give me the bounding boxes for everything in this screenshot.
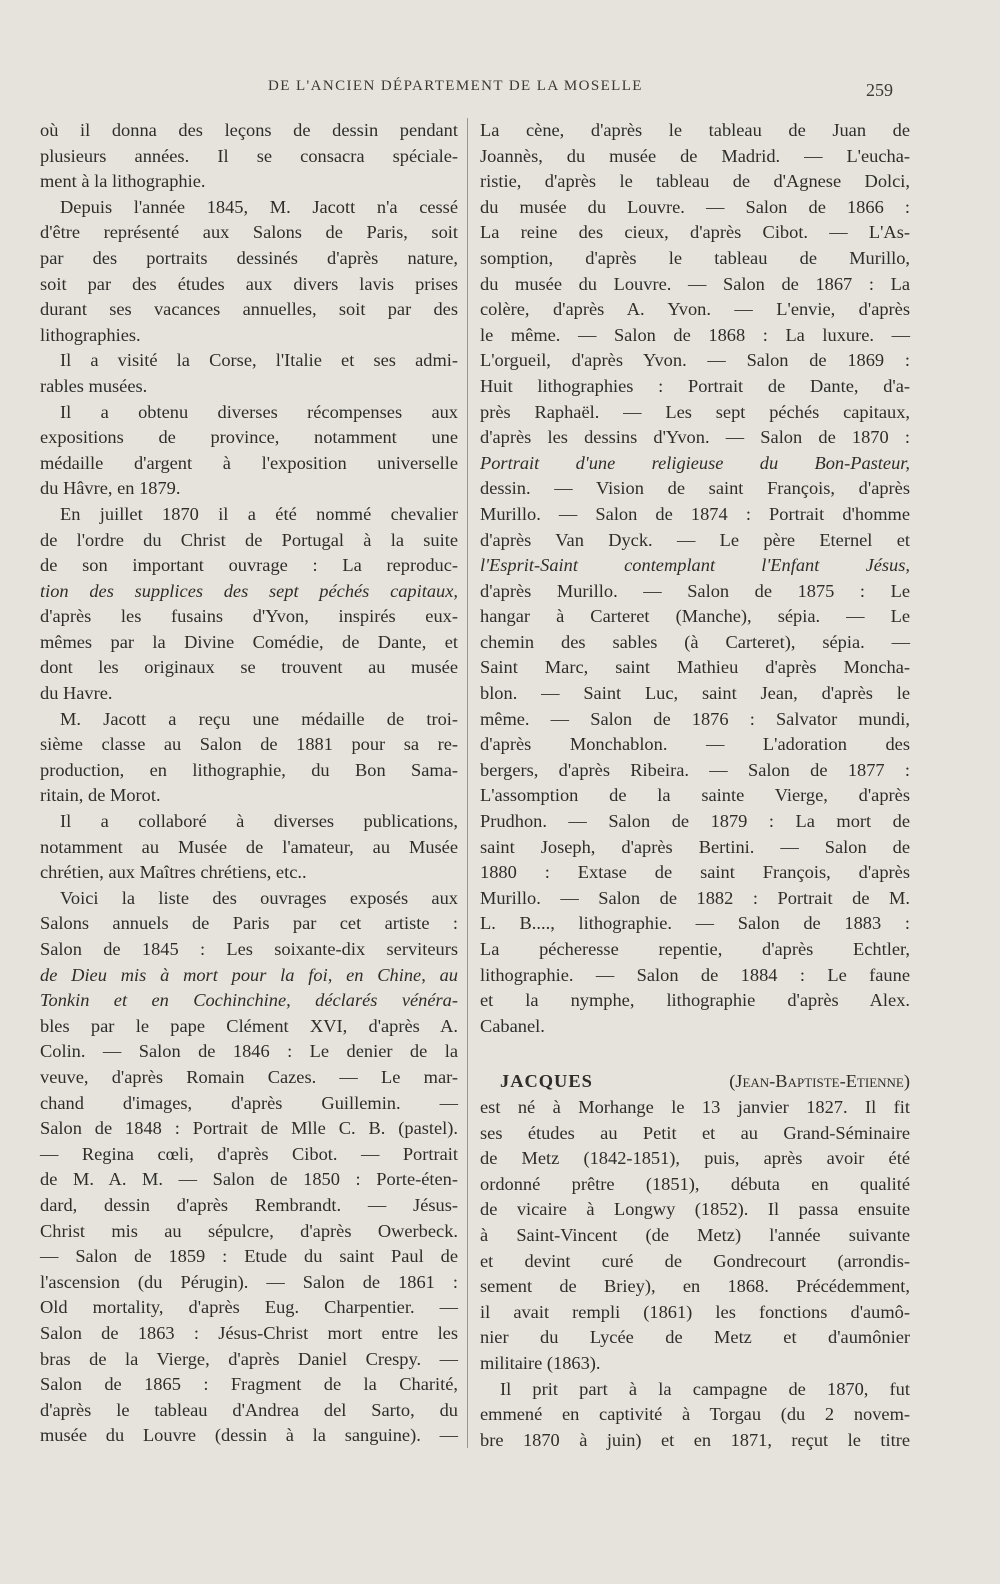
text-line: bergers, d'après Ribeira. — Salon de 1877 : <box>480 759 910 780</box>
entry-name: JACQUES <box>500 1071 593 1092</box>
text-line: soit par des études aux divers lavis prises <box>40 273 458 294</box>
text-line: ordonné prêtre (1851), débuta en qualité <box>480 1173 910 1194</box>
text-line: ment à la lithographie. <box>40 171 206 192</box>
text-line: du musée du Louvre. — Salon de 1867 : La <box>480 273 910 294</box>
text-line: de l'ordre du Christ de Portugal à la suite <box>40 529 458 550</box>
text-line: L. B...., lithographie. — Salon de 1883 : <box>480 913 910 934</box>
text-line: d'après les dessins d'Yvon. — Salon de 1870 : <box>480 427 910 448</box>
text-line: bras de la Vierge, d'après Daniel Crespy. — <box>40 1348 458 1369</box>
text-line: même. — Salon de 1876 : Salvator mundi, <box>480 708 910 729</box>
text-line: La pécheresse repentie, d'après Echtler, <box>480 939 910 959</box>
text-line: somption, d'après le tableau de Murillo, <box>480 247 910 268</box>
text-line: d'après Monchablon. — L'adoration des <box>480 734 910 755</box>
text-line: de vicaire à Longwy (1852). Il passa ensuite <box>480 1199 910 1220</box>
text-line: nier du Lycée de Metz et d'aumônier <box>480 1327 910 1348</box>
text-line: lithographie. — Salon de 1884 : Le faune <box>480 964 910 985</box>
text-line: l'ascension (du Pérugin). — Salon de 1861 : <box>40 1271 458 1292</box>
text-line: Salon de 1848 : Portrait de Mlle C. B. (pastel). <box>40 1118 458 1139</box>
text-line: plusieurs années. Il se consacra spéciale- <box>40 145 458 166</box>
text-line: Salons annuels de Paris par cet artiste : <box>40 913 458 934</box>
text-line: Voici la liste des ouvrages exposés aux <box>60 887 458 908</box>
page-number: 259 <box>866 80 893 100</box>
text-line: Depuis l'année 1845, M. Jacott n'a cessé <box>60 196 458 217</box>
text-line: ritain, de Morot. <box>40 785 161 806</box>
text-line: chand d'images, d'après Guillemin. — <box>40 1092 458 1113</box>
text-line: et la nymphe, lithographie d'après Alex. <box>480 990 910 1011</box>
text-line: Tonkin et en Cochinchine, déclarés vénéra- <box>40 990 458 1011</box>
text-line: par des portraits dessinés d'après nature, <box>40 247 458 268</box>
text-line: Colin. — Salon de 1846 : Le denier de la <box>40 1041 458 1062</box>
text-line: Murillo. — Salon de 1882 : Portrait de M. <box>480 887 910 908</box>
text-line: 1880 : Extase de saint François, d'après <box>480 862 910 883</box>
text-line: expositions de province, notamment une <box>40 427 458 448</box>
text-line: dard, dessin d'après Rembrandt. — Jésus- <box>40 1194 458 1215</box>
text-line: Christ mis au sépulcre, d'après Owerbeck. <box>40 1220 458 1241</box>
text-line: sement de Briey), en 1868. Précédemment, <box>480 1276 910 1297</box>
text-line: d'après le tableau d'Andrea del Sarto, du <box>40 1399 458 1420</box>
text-line: Cabanel. <box>480 1015 545 1036</box>
text-line: tion des supplices des sept péchés capitaux, <box>40 580 458 601</box>
text-line: bre 1870 à juin) et en 1871, reçut le titre <box>480 1429 910 1450</box>
text-line: bles par le pape Clément XVI, d'après A. <box>40 1015 458 1036</box>
text-line: Il a collaboré à diverses publications, <box>60 811 458 832</box>
text-line: d'après Murillo. — Salon de 1875 : Le <box>480 580 910 601</box>
text-line: emmené en captivité à Torgau (du 2 novem- <box>480 1404 910 1425</box>
text-line: production, en lithographie, du Bon Sama- <box>40 759 458 780</box>
entry-given-names: (Jean-Baptiste-Etienne) <box>729 1071 910 1092</box>
text-line: d'après les fusains d'Yvon, inspirés eux- <box>40 606 458 627</box>
text-line: d'après Van Dyck. — Le père Eternel et <box>480 529 910 550</box>
running-head: DE L'ANCIEN DÉPARTEMENT DE LA MOSELLE <box>268 78 643 94</box>
text-line: Portrait d'une religieuse du Bon-Pasteur, <box>480 452 910 473</box>
text-line: saint Joseph, d'après Bertini. — Salon de <box>480 836 910 857</box>
text-line: Il prit part à la campagne de 1870, fut <box>500 1378 910 1399</box>
text-line: militaire (1863). <box>480 1352 601 1373</box>
text-line: Salon de 1845 : Les soixante-dix serviteurs <box>40 939 458 959</box>
text-line: Il a visité la Corse, l'Italie et ses admi- <box>60 350 458 371</box>
text-line: En juillet 1870 il a été nommé chevalier <box>60 503 458 524</box>
text-line: blon. — Saint Luc, saint Jean, d'après le <box>480 683 910 704</box>
text-line: hangar à Carteret (Manche), sépia. — Le <box>480 606 910 627</box>
left-column <box>40 118 458 1449</box>
text-line: ses études au Petit et au Grand-Séminaire <box>480 1122 910 1143</box>
text-line: de M. A. M. — Salon de 1850 : Porte-éten- <box>40 1169 458 1190</box>
text-line: rables musées. <box>40 375 148 396</box>
entry-heading <box>480 1069 910 1095</box>
text-line: — Regina cœli, d'après Cibot. — Portrait <box>40 1143 458 1164</box>
text-line: L'orgueil, d'après Yvon. — Salon de 1869 : <box>480 350 910 371</box>
text-line: médaille d'argent à l'exposition universelle <box>40 452 458 473</box>
text-line: chrétien, aux Maîtres chrétiens, etc.. <box>40 862 307 883</box>
text-line: du Hâvre, en 1879. <box>40 478 181 499</box>
column-divider <box>467 118 468 1448</box>
text-line: M. Jacott a reçu une médaille de troi- <box>60 708 458 729</box>
text-line: de Dieu mis à mort pour la foi, en Chine, au <box>40 964 458 985</box>
text-line: mêmes par la Divine Comédie, de Dante, et <box>40 631 458 652</box>
text-line: l'Esprit-Saint contemplant l'Enfant Jésus, <box>480 555 910 576</box>
text-line: Huit lithographies : Portrait de Dante, d'a- <box>480 375 910 396</box>
text-line: L'assomption de la sainte Vierge, d'après <box>480 785 910 806</box>
text-line: de son important ouvrage : La reproduc- <box>40 555 458 576</box>
text-line: Prudhon. — Salon de 1879 : La mort de <box>480 811 910 832</box>
text-line: de Metz (1842-1851), puis, après avoir été <box>480 1148 910 1169</box>
text-line: chemin des sables (à Carteret), sépia. — <box>480 631 910 652</box>
text-line: du musée du Louvre. — Salon de 1866 : <box>480 196 910 217</box>
entry-spacer <box>480 1039 910 1069</box>
text-line: d'être représenté aux Salons de Paris, soit <box>40 222 458 243</box>
text-line: et devint curé de Gondrecourt (arrondis- <box>480 1250 910 1271</box>
text-line: colère, d'après A. Yvon. — L'envie, d'après <box>480 299 910 320</box>
text-line: Salon de 1865 : Fragment de la Charité, <box>40 1374 458 1395</box>
text-line: Il a obtenu diverses récompenses aux <box>60 401 458 422</box>
right-column <box>480 118 910 1453</box>
text-line: Murillo. — Salon de 1874 : Portrait d'homme <box>480 503 910 524</box>
text-line: près Raphaël. — Les sept péchés capitaux, <box>480 401 910 422</box>
text-line: dont les originaux se trouvent au musée <box>40 657 458 678</box>
text-line: musée du Louvre (dessin à la sanguine). — <box>40 1425 458 1446</box>
text-line: lithographies. <box>40 324 141 345</box>
text-line: sième classe au Salon de 1881 pour sa re- <box>40 734 458 755</box>
text-line: ristie, d'après le tableau de d'Agnese Dolci, <box>480 171 910 192</box>
text-line: veuve, d'après Romain Cazes. — Le mar- <box>40 1066 458 1087</box>
text-line: où il donna des leçons de dessin pendant <box>40 120 458 140</box>
text-line: Salon de 1863 : Jésus-Christ mort entre les <box>40 1322 458 1343</box>
text-line: durant ses vacances annuelles, soit par des <box>40 299 458 320</box>
text-line: est né à Morhange le 13 janvier 1827. Il fit <box>480 1096 910 1117</box>
text-line: le même. — Salon de 1868 : La luxure. — <box>480 324 910 345</box>
text-line: Old mortality, d'après Eug. Charpentier. — <box>40 1297 458 1318</box>
text-line: dessin. — Vision de saint François, d'après <box>480 478 910 499</box>
text-line: notamment au Musée de l'amateur, au Musée <box>40 836 458 857</box>
text-line: Saint Marc, saint Mathieu d'après Moncha- <box>480 657 910 678</box>
text-line: Joannès, du musée de Madrid. — L'eucha- <box>480 145 910 166</box>
text-line: du Havre. <box>40 683 113 704</box>
text-line: La cène, d'après le tableau de Juan de <box>480 120 910 140</box>
text-line: — Salon de 1859 : Etude du saint Paul de <box>40 1246 458 1267</box>
text-line: La reine des cieux, d'après Cibot. — L'As- <box>480 222 910 243</box>
text-line: à Saint-Vincent (de Metz) l'année suivante <box>480 1224 910 1245</box>
text-line: il avait rempli (1861) les fonctions d'aumô- <box>480 1301 910 1322</box>
